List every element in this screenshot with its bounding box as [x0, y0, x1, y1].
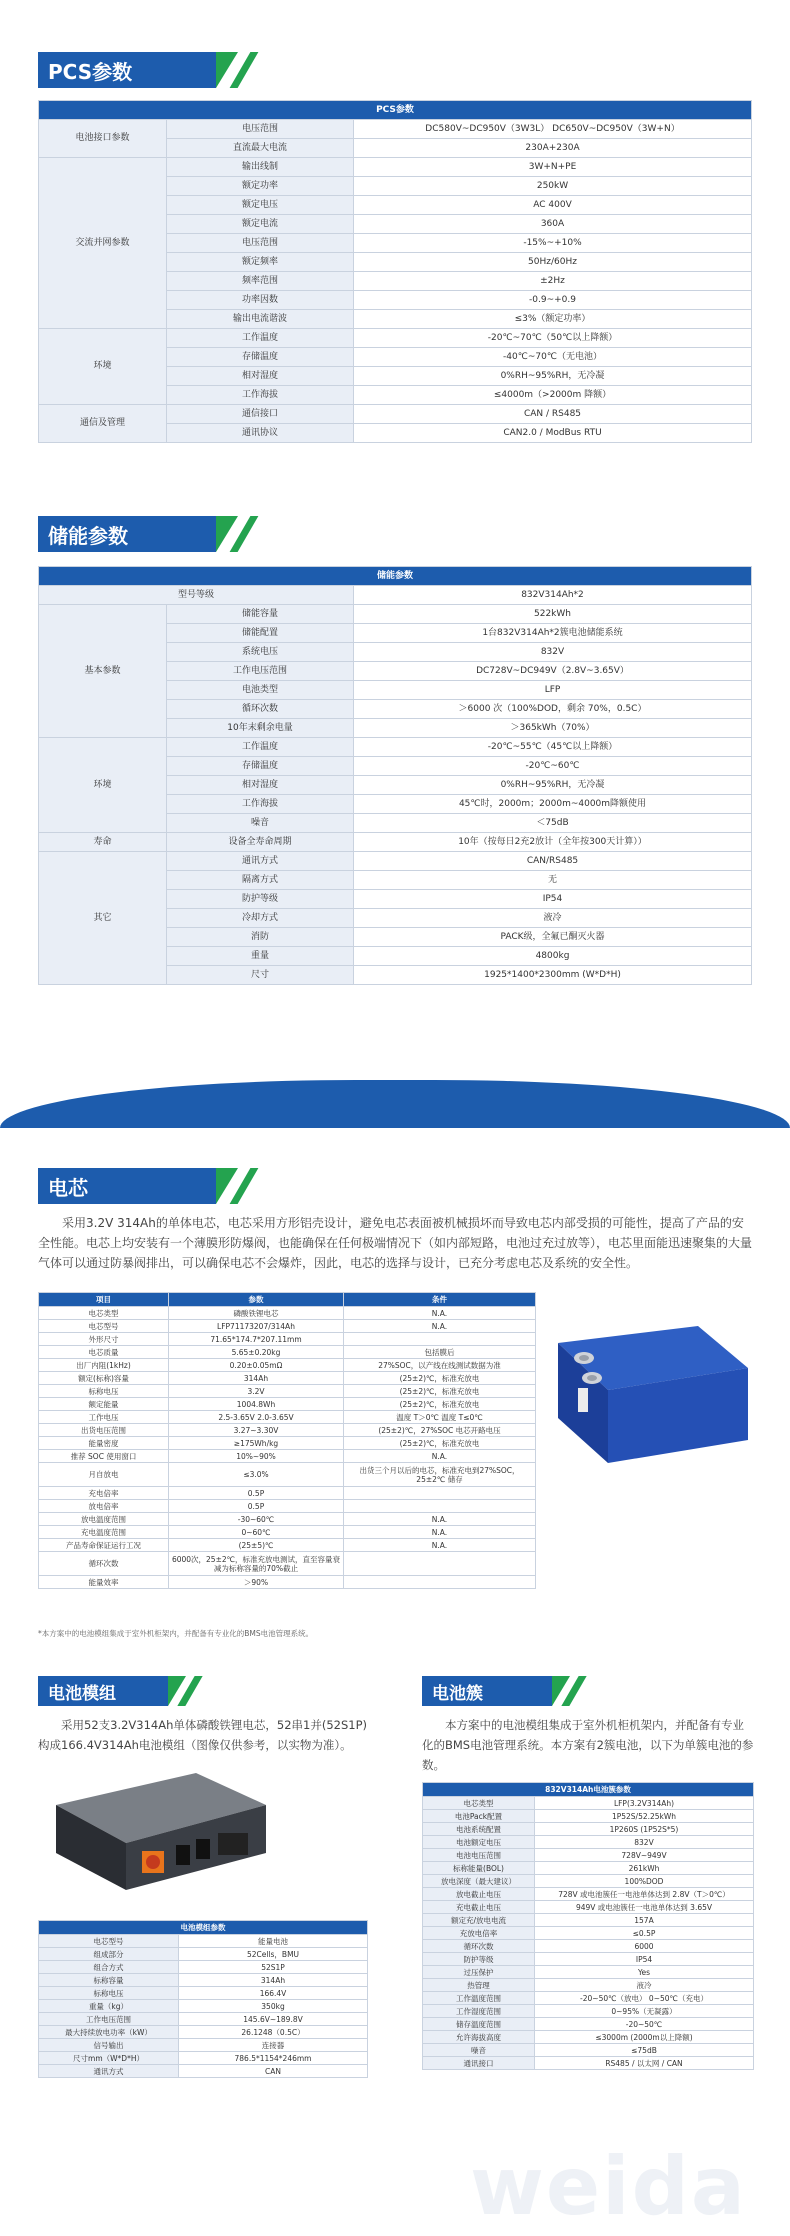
table-row	[39, 158, 752, 177]
row-label: 循环次数	[423, 1940, 535, 1953]
battery-module-image	[46, 1765, 272, 1905]
table-cell: 2.5-3.65V 2.0-3.65V	[169, 1411, 344, 1424]
table-row	[423, 1888, 754, 1901]
module-table-title: 电池模组参数	[39, 1921, 368, 1935]
row-label: 通讯接口	[423, 2057, 535, 2070]
table-cell: N.A.	[344, 1513, 536, 1526]
table-row	[423, 1849, 754, 1862]
row-value: -20~50℃（放电） 0~50℃（充电）	[535, 1992, 754, 2005]
table-cell: 额定(标称)容量	[39, 1372, 169, 1385]
table-row	[423, 1940, 754, 1953]
table-cell: 磷酸铁锂电芯	[169, 1307, 344, 1320]
table-row	[39, 1513, 536, 1526]
table-row	[39, 2039, 368, 2052]
cell-title-text: 电芯	[48, 1175, 88, 1200]
row-value: CAN/RS485	[354, 852, 752, 871]
table-row	[39, 2065, 368, 2078]
table-cell: (25±2)℃，标准充放电	[344, 1398, 536, 1411]
row-value: AC 400V	[354, 196, 752, 215]
row-value: ≤75dB	[535, 2044, 754, 2057]
row-value: LFP(3.2V314Ah)	[535, 1797, 754, 1810]
row-label: 存储温度	[167, 348, 354, 367]
row-value: -20℃~55℃（45℃以上降额）	[354, 738, 752, 757]
table-cell: ＞90%	[169, 1576, 344, 1589]
cell-note: *本方案中的电池模组集成于室外机柜架内，并配备有专业化的BMS电池管理系统。	[38, 1629, 314, 1638]
row-value: ＞6000 次（100%DOD，剩余 70%，0.5C）	[354, 700, 752, 719]
group-name: 交流并网参数	[39, 158, 167, 329]
table-row	[39, 1424, 536, 1437]
row-value: 45℃时，2000m；2000m~4000m降额使用	[354, 795, 752, 814]
table-cell: N.A.	[344, 1526, 536, 1539]
table-row	[39, 405, 752, 424]
group-name: 其它	[39, 852, 167, 985]
row-value: 250kW	[354, 177, 752, 196]
row-label: 尺寸	[167, 966, 354, 985]
row-value: RS485 / 以太网 / CAN	[535, 2057, 754, 2070]
row-value: 230A+230A	[354, 139, 752, 158]
row-label: 储能容量	[167, 605, 354, 624]
cell-spec-table	[38, 1292, 536, 1589]
row-label: 存储温度	[167, 757, 354, 776]
row-value: -40℃~70℃（无电池）	[354, 348, 752, 367]
row-value: 0%RH~95%RH，无冷凝	[354, 776, 752, 795]
row-label: 工作温度	[167, 738, 354, 757]
row-label: 额定频率	[167, 253, 354, 272]
row-label: 通讯方式	[39, 2065, 179, 2078]
table-row	[39, 1539, 536, 1552]
table-cell: 1004.8Wh	[169, 1398, 344, 1411]
table-cell: 电芯型号	[39, 1320, 169, 1333]
row-label: 允许海拔高度	[423, 2031, 535, 2044]
row-label: 噪音	[423, 2044, 535, 2057]
row-value: 0%RH~95%RH，无冷凝	[354, 367, 752, 386]
table-cell: N.A.	[344, 1320, 536, 1333]
storage-table-title: 储能参数	[39, 567, 752, 586]
table-cell: 放电倍率	[39, 1500, 169, 1513]
table-cell: 6000次，25±2℃，标准充放电测试，直至容量衰减为标称容量的70%截止	[169, 1552, 344, 1576]
row-label: 放电截止电压	[423, 1888, 535, 1901]
table-cell	[344, 1576, 536, 1589]
table-row	[39, 1987, 368, 2000]
row-value: 连接器	[179, 2039, 368, 2052]
row-label: 额定功率	[167, 177, 354, 196]
section-divider-wave	[0, 1080, 790, 1128]
row-label: 工作温度	[167, 329, 354, 348]
table-row	[39, 1411, 536, 1424]
row-value: ≤4000m（>2000m 降额）	[354, 386, 752, 405]
row-label: 工作海拔	[167, 795, 354, 814]
table-cell: (25±5)℃	[169, 1539, 344, 1552]
row-value: ≤0.5P	[535, 1927, 754, 1940]
table-row	[423, 1797, 754, 1810]
table-row	[39, 1359, 536, 1372]
row-value: 1P52S/52.25kWh	[535, 1810, 754, 1823]
row-value: 液冷	[354, 909, 752, 928]
row-label: 隔离方式	[167, 871, 354, 890]
table-cell: 工作电压	[39, 1411, 169, 1424]
table-cell: -30~60℃	[169, 1513, 344, 1526]
table-row	[39, 1320, 536, 1333]
pcs-title-text: PCS参数	[48, 59, 133, 84]
row-value: 6000	[535, 1940, 754, 1953]
table-cell: 0.5P	[169, 1500, 344, 1513]
table-row	[39, 1463, 536, 1487]
table-row	[423, 1862, 754, 1875]
pcs-table	[38, 100, 752, 443]
module-section-title	[38, 1676, 168, 1706]
table-cell: 标称电压	[39, 1385, 169, 1398]
table-row	[423, 1966, 754, 1979]
table-cell: 3.27~3.30V	[169, 1424, 344, 1437]
cell-section-title	[38, 1168, 216, 1204]
table-row	[39, 1576, 536, 1589]
cluster-title-text: 电池簇	[432, 1683, 483, 1704]
row-value: 3W+N+PE	[354, 158, 752, 177]
table-row	[423, 1927, 754, 1940]
row-label: 电压范围	[167, 120, 354, 139]
row-label: 通讯方式	[167, 852, 354, 871]
row-value: 786.5*1154*246mm	[179, 2052, 368, 2065]
group-name: 环境	[39, 329, 167, 405]
table-cell: 3.2V	[169, 1385, 344, 1398]
table-cell: 能量密度	[39, 1437, 169, 1450]
table-row	[39, 1935, 368, 1948]
cluster-table-title: 832V314Ah电池簇参数	[423, 1783, 754, 1797]
table-row	[423, 2057, 754, 2070]
table-cell: 温度 T＞0℃ 温度 T≤0℃	[344, 1411, 536, 1424]
row-label: 组成部分	[39, 1948, 179, 1961]
storage-title-text: 储能参数	[48, 523, 128, 548]
table-row	[39, 1450, 536, 1463]
pcs-table-title: PCS参数	[39, 101, 752, 120]
table-row	[39, 1961, 368, 1974]
row-label: 电池系统配置	[423, 1823, 535, 1836]
table-row	[423, 1979, 754, 1992]
row-label: 额定电压	[167, 196, 354, 215]
table-row	[423, 1901, 754, 1914]
row-label: 系统电压	[167, 643, 354, 662]
row-label: 电压范围	[167, 234, 354, 253]
cluster-description: 本方案中的电池模组集成于室外机柜机架内，并配备有专业化的BMS电池管理系统。本方案有2簇电池，以下为单簇电池的参数。	[422, 1718, 754, 1772]
table-cell: 充电温度范围	[39, 1526, 169, 1539]
row-value: 50Hz/60Hz	[354, 253, 752, 272]
row-value: 26.1248（0.5C）	[179, 2026, 368, 2039]
row-value: Yes	[535, 1966, 754, 1979]
row-label: 防护等级	[167, 890, 354, 909]
row-value: -15%~+10%	[354, 234, 752, 253]
row-value: 360A	[354, 215, 752, 234]
row-label: 过压保护	[423, 1966, 535, 1979]
module-description: 采用52支3.2V314Ah单体磷酸铁锂电芯，52串1并(52S1P)构成166.4V314Ah电池模组（图像仅供参考，以实物为准）。	[38, 1718, 368, 1752]
table-cell: 314Ah	[169, 1372, 344, 1385]
row-value: 314Ah	[179, 1974, 368, 1987]
battery-cell-image	[548, 1318, 754, 1468]
column-header: 参数	[169, 1293, 344, 1307]
row-value: 4800kg	[354, 947, 752, 966]
row-label: 工作电压范围	[39, 2013, 179, 2026]
table-cell	[344, 1500, 536, 1513]
row-value: CAN / RS485	[354, 405, 752, 424]
row-label: 电芯型号	[39, 1935, 179, 1948]
row-label: 组合方式	[39, 1961, 179, 1974]
row-value: 52S1P	[179, 1961, 368, 1974]
row-label: 放电深度（最大建议）	[423, 1875, 535, 1888]
brand-watermark: weida	[470, 2140, 747, 2233]
row-label: 设备全寿命周期	[167, 833, 354, 852]
row-label: 直流最大电流	[167, 139, 354, 158]
table-cell: 0.5P	[169, 1487, 344, 1500]
table-cell: 能量效率	[39, 1576, 169, 1589]
row-label: 工作温度范围	[423, 1992, 535, 2005]
row-label: 储能配置	[167, 624, 354, 643]
table-cell	[344, 1552, 536, 1576]
row-label: 通讯协议	[167, 424, 354, 443]
row-label: 电池Pack配置	[423, 1810, 535, 1823]
row-value: 无	[354, 871, 752, 890]
table-row	[39, 2052, 368, 2065]
row-label: 标称电压	[39, 1987, 179, 2000]
table-cell: LFP71173207/314Ah	[169, 1320, 344, 1333]
row-label: 频率范围	[167, 272, 354, 291]
module-spec-table	[38, 1920, 368, 2078]
row-value: ≤3000m (2000m以上降额)	[535, 2031, 754, 2044]
row-label: 额定电流	[167, 215, 354, 234]
table-row	[423, 2044, 754, 2057]
row-label: 功率因数	[167, 291, 354, 310]
table-row	[39, 329, 752, 348]
row-value: LFP	[354, 681, 752, 700]
table-row	[39, 1385, 536, 1398]
table-cell: N.A.	[344, 1539, 536, 1552]
row-label: 充放电倍率	[423, 1927, 535, 1940]
table-header-row	[39, 1293, 536, 1307]
table-cell: 5.65±0.20kg	[169, 1346, 344, 1359]
row-value: IP54	[354, 890, 752, 909]
table-cell: 0~60℃	[169, 1526, 344, 1539]
row-label: 标称能量(BOL)	[423, 1862, 535, 1875]
table-cell: 放电温度范围	[39, 1513, 169, 1526]
row-value: CAN	[179, 2065, 368, 2078]
row-value: 0~95%（无凝露）	[535, 2005, 754, 2018]
table-row	[39, 1526, 536, 1539]
table-cell: 10%~90%	[169, 1450, 344, 1463]
row-label: 电池额定电压	[423, 1836, 535, 1849]
row-label: 最大持续放电功率（kW）	[39, 2026, 179, 2039]
row-label: 冷却方式	[167, 909, 354, 928]
table-row	[39, 1487, 536, 1500]
table-cell: (25±2)℃，标准充放电	[344, 1385, 536, 1398]
row-value: 832V	[354, 643, 752, 662]
column-header: 条件	[344, 1293, 536, 1307]
row-value: 166.4V	[179, 1987, 368, 2000]
row-value: ≤3%（额定功率）	[354, 310, 752, 329]
table-cell	[344, 1333, 536, 1346]
row-label: 输出线制	[167, 158, 354, 177]
table-row	[39, 120, 752, 139]
row-value: 522kWh	[354, 605, 752, 624]
row-value: 52Cells，BMU	[179, 1948, 368, 1961]
table-row	[39, 1398, 536, 1411]
cell-description: 采用3.2V 314Ah的单体电芯，电芯采用方形铝壳设计，避免电芯表面被机械损坏而导致电芯内部受损的可能性，提高了产品的安全性能。电芯上均安装有一个薄膜形防爆阀，也能确保在任何极端情况下（如内部短路，电池过充过放等），电芯里面能迅速聚集的大量气体可以通过防暴阀排出，可以确保电芯不会爆炸，因此，电芯的选择与设计，已充分考虑电芯及系统的安全性。	[38, 1216, 753, 1270]
table-cell	[344, 1487, 536, 1500]
table-row	[39, 1307, 536, 1320]
module-title-text: 电池模组	[48, 1683, 116, 1704]
row-label: 重量	[167, 947, 354, 966]
cluster-spec-table	[422, 1782, 754, 2070]
table-cell: 71.65*174.7*207.11mm	[169, 1333, 344, 1346]
row-value: 261kWh	[535, 1862, 754, 1875]
table-row	[423, 1823, 754, 1836]
group-name: 环境	[39, 738, 167, 833]
group-name: 电池接口参数	[39, 120, 167, 158]
row-label: 电池电压范围	[423, 1849, 535, 1862]
table-row	[39, 1500, 536, 1513]
row-value: 1P260S (1P52S*5)	[535, 1823, 754, 1836]
row-value: 728V~949V	[535, 1849, 754, 1862]
row-label: 尺寸mm（W*D*H）	[39, 2052, 179, 2065]
storage-model-label: 型号等级	[39, 586, 354, 605]
row-label: 输出电流谐波	[167, 310, 354, 329]
storage-table	[38, 566, 752, 985]
row-value: 1台832V314Ah*2簇电池储能系统	[354, 624, 752, 643]
row-value: DC728V~DC949V（2.8V~3.65V）	[354, 662, 752, 681]
storage-model-value: 832V314Ah*2	[354, 586, 752, 605]
row-label: 重量（kg）	[39, 2000, 179, 2013]
table-row	[39, 833, 752, 852]
table-row	[423, 1875, 754, 1888]
table-cell: 月自放电	[39, 1463, 169, 1487]
pcs-section-title	[38, 52, 216, 88]
row-value: -0.9~+0.9	[354, 291, 752, 310]
row-value: 液冷	[535, 1979, 754, 1992]
table-cell: 27%SOC，以产线在线测试数据为准	[344, 1359, 536, 1372]
table-row	[423, 1914, 754, 1927]
row-value: DC580V~DC950V（3W3L） DC650V~DC950V（3W+N）	[354, 120, 752, 139]
table-row	[39, 2013, 368, 2026]
table-cell: 0.20±0.05mΩ	[169, 1359, 344, 1372]
table-cell: 出货三个月以后的电芯，标准充电到27%SOC，25±2℃ 储存	[344, 1463, 536, 1487]
row-label: 工作湿度范围	[423, 2005, 535, 2018]
table-cell: 包括膜后	[344, 1346, 536, 1359]
row-value: -20℃~70℃（50℃以上降额）	[354, 329, 752, 348]
table-row	[39, 2026, 368, 2039]
table-row	[423, 1953, 754, 1966]
row-value: -20℃~60℃	[354, 757, 752, 776]
table-row	[39, 1372, 536, 1385]
table-cell: 出货电压范围	[39, 1424, 169, 1437]
row-label: 工作海拔	[167, 386, 354, 405]
row-value: PACK级，全氟已酮灭火器	[354, 928, 752, 947]
table-cell: 电芯类型	[39, 1307, 169, 1320]
row-label: 消防	[167, 928, 354, 947]
group-name: 寿命	[39, 833, 167, 852]
row-value: CAN2.0 / ModBus RTU	[354, 424, 752, 443]
row-label: 相对湿度	[167, 367, 354, 386]
row-label: 循环次数	[167, 700, 354, 719]
row-label: 额定充/放电电流	[423, 1914, 535, 1927]
table-row	[39, 738, 752, 757]
storage-section-title	[38, 516, 216, 552]
table-row	[39, 1948, 368, 1961]
table-cell: ≥175Wh/kg	[169, 1437, 344, 1450]
row-value: 10年（按每日2充2放计（全年按300天计算））	[354, 833, 752, 852]
table-row	[39, 605, 752, 624]
table-cell: 充电倍率	[39, 1487, 169, 1500]
group-name: 通信及管理	[39, 405, 167, 443]
row-value: 1925*1400*2300mm (W*D*H)	[354, 966, 752, 985]
table-cell: 电芯质量	[39, 1346, 169, 1359]
table-row	[39, 1346, 536, 1359]
row-label: 防护等级	[423, 1953, 535, 1966]
row-value: 728V 或电池簇任一电池单体达到 2.8V（T＞0℃）	[535, 1888, 754, 1901]
table-row	[39, 2000, 368, 2013]
table-cell: (25±2)℃，标准充放电	[344, 1437, 536, 1450]
table-row	[39, 1333, 536, 1346]
row-label: 信号输出	[39, 2039, 179, 2052]
table-row	[423, 2031, 754, 2044]
table-cell: 出厂内阻(1kHz)	[39, 1359, 169, 1372]
row-value: ＜75dB	[354, 814, 752, 833]
table-row	[423, 2005, 754, 2018]
table-cell: 产品寿命保证运行工况	[39, 1539, 169, 1552]
table-row	[423, 2018, 754, 2031]
table-cell: 推荐 SOC 使用窗口	[39, 1450, 169, 1463]
row-label: 电池类型	[167, 681, 354, 700]
row-value: IP54	[535, 1953, 754, 1966]
row-label: 通信接口	[167, 405, 354, 424]
row-label: 10年末剩余电量	[167, 719, 354, 738]
table-row	[39, 1437, 536, 1450]
table-cell: (25±2)℃，27%SOC 电芯开路电压	[344, 1424, 536, 1437]
row-label: 工作电压范围	[167, 662, 354, 681]
row-value: ±2Hz	[354, 272, 752, 291]
table-row	[39, 852, 752, 871]
row-value: 145.6V~189.8V	[179, 2013, 368, 2026]
table-cell: 额定能量	[39, 1398, 169, 1411]
table-row	[423, 1810, 754, 1823]
table-cell: (25±2)℃，标准充放电	[344, 1372, 536, 1385]
column-header: 项目	[39, 1293, 169, 1307]
row-value: 157A	[535, 1914, 754, 1927]
group-name: 基本参数	[39, 605, 167, 738]
row-label: 标称容量	[39, 1974, 179, 1987]
row-label: 储存温度范围	[423, 2018, 535, 2031]
table-row	[39, 1974, 368, 1987]
table-cell: 循环次数	[39, 1552, 169, 1576]
table-row	[39, 1552, 536, 1576]
row-label: 噪音	[167, 814, 354, 833]
row-value: 832V	[535, 1836, 754, 1849]
row-label: 相对湿度	[167, 776, 354, 795]
row-value: 100%DOD	[535, 1875, 754, 1888]
table-cell: N.A.	[344, 1450, 536, 1463]
cluster-section-title	[422, 1676, 552, 1706]
row-label: 充电截止电压	[423, 1901, 535, 1914]
table-cell: N.A.	[344, 1307, 536, 1320]
table-cell: 外形尺寸	[39, 1333, 169, 1346]
row-value: 能量电池	[179, 1935, 368, 1948]
table-row	[423, 1992, 754, 2005]
row-value: 949V 或电池簇任一电池单体达到 3.65V	[535, 1901, 754, 1914]
table-row	[423, 1836, 754, 1849]
row-label: 热管理	[423, 1979, 535, 1992]
row-value: -20~50℃	[535, 2018, 754, 2031]
row-value: ＞365kWh（70%）	[354, 719, 752, 738]
row-label: 电芯类型	[423, 1797, 535, 1810]
table-cell: ≤3.0%	[169, 1463, 344, 1487]
row-value: 350kg	[179, 2000, 368, 2013]
